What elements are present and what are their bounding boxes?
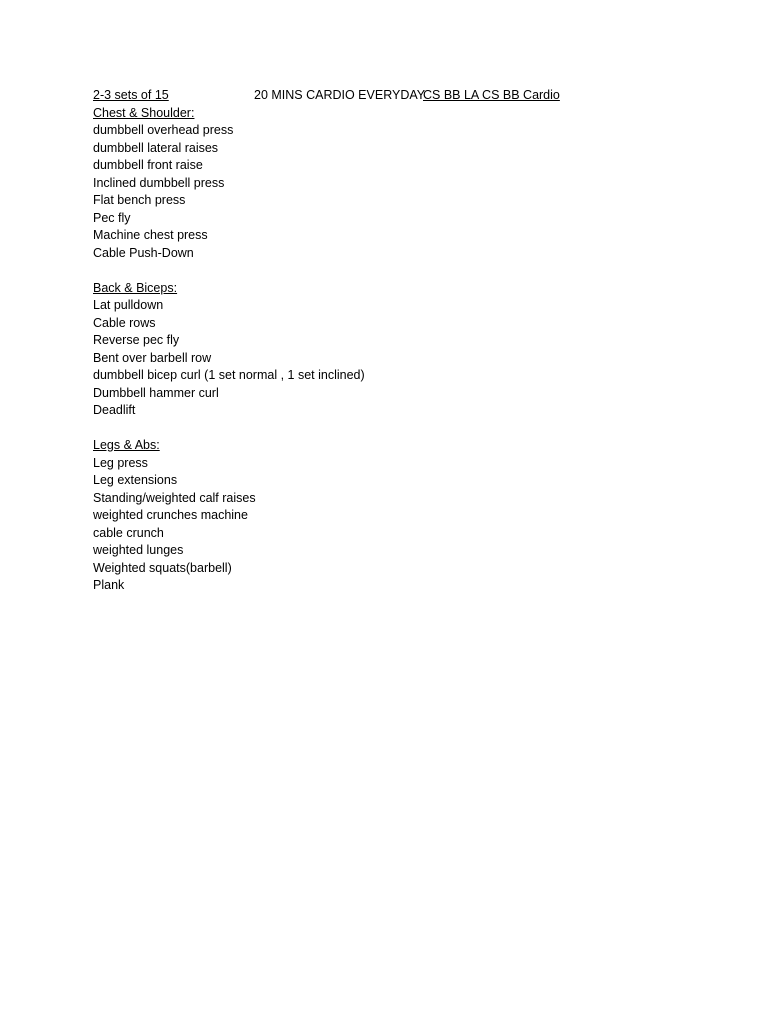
list-item: Cable Push-Down <box>93 245 194 260</box>
weekly-schedule: CS BB LA CS BB Cardio <box>423 88 560 102</box>
cardio-note: 20 MINS CARDIO EVERYDAY <box>254 88 426 102</box>
section-legs-abs <box>93 437 693 595</box>
list-item: Bent over barbell row <box>93 350 212 365</box>
section-title: Chest & Shoulder: <box>93 105 195 120</box>
list-item: Deadlift <box>93 403 136 417</box>
list-item: Cable rows <box>93 315 156 330</box>
list-item: dumbbell front raise <box>93 158 203 172</box>
list-item: Flat bench press <box>93 193 186 207</box>
list-item: Reverse pec fly <box>93 333 180 347</box>
document-content <box>93 87 693 595</box>
section-title: Legs & Abs: <box>93 438 160 452</box>
list-item: Plank <box>93 578 125 592</box>
list-item: weighted lunges <box>93 543 184 557</box>
list-item: Inclined dumbbell press <box>93 175 225 190</box>
list-item: Machine chest press <box>93 228 208 242</box>
list-item: Dumbbell hammer curl <box>93 385 219 400</box>
list-item: Weighted squats(barbell) <box>93 560 232 575</box>
list-item: Pec fly <box>93 210 131 225</box>
list-item: Lat pulldown <box>93 298 164 312</box>
list-item: Leg press <box>93 455 148 470</box>
sets-heading: 2-3 sets of 15 <box>93 88 169 102</box>
list-item: dumbbell lateral raises <box>93 140 219 155</box>
blank-line <box>93 262 693 280</box>
list-item: Leg extensions <box>93 473 178 487</box>
list-item: dumbbell overhead press <box>93 123 234 137</box>
section-chest-shoulder <box>93 105 693 263</box>
section-title: Back & Biceps: <box>93 280 178 295</box>
list-item: Standing/weighted calf raises <box>93 490 256 505</box>
blank-line <box>93 420 693 438</box>
list-item: dumbbell bicep curl (1 set normal , 1 set inclined) <box>93 368 365 382</box>
header-row <box>93 87 693 105</box>
section-back-biceps <box>93 280 693 420</box>
list-item: weighted crunches machine <box>93 508 248 522</box>
list-item: cable crunch <box>93 525 164 540</box>
